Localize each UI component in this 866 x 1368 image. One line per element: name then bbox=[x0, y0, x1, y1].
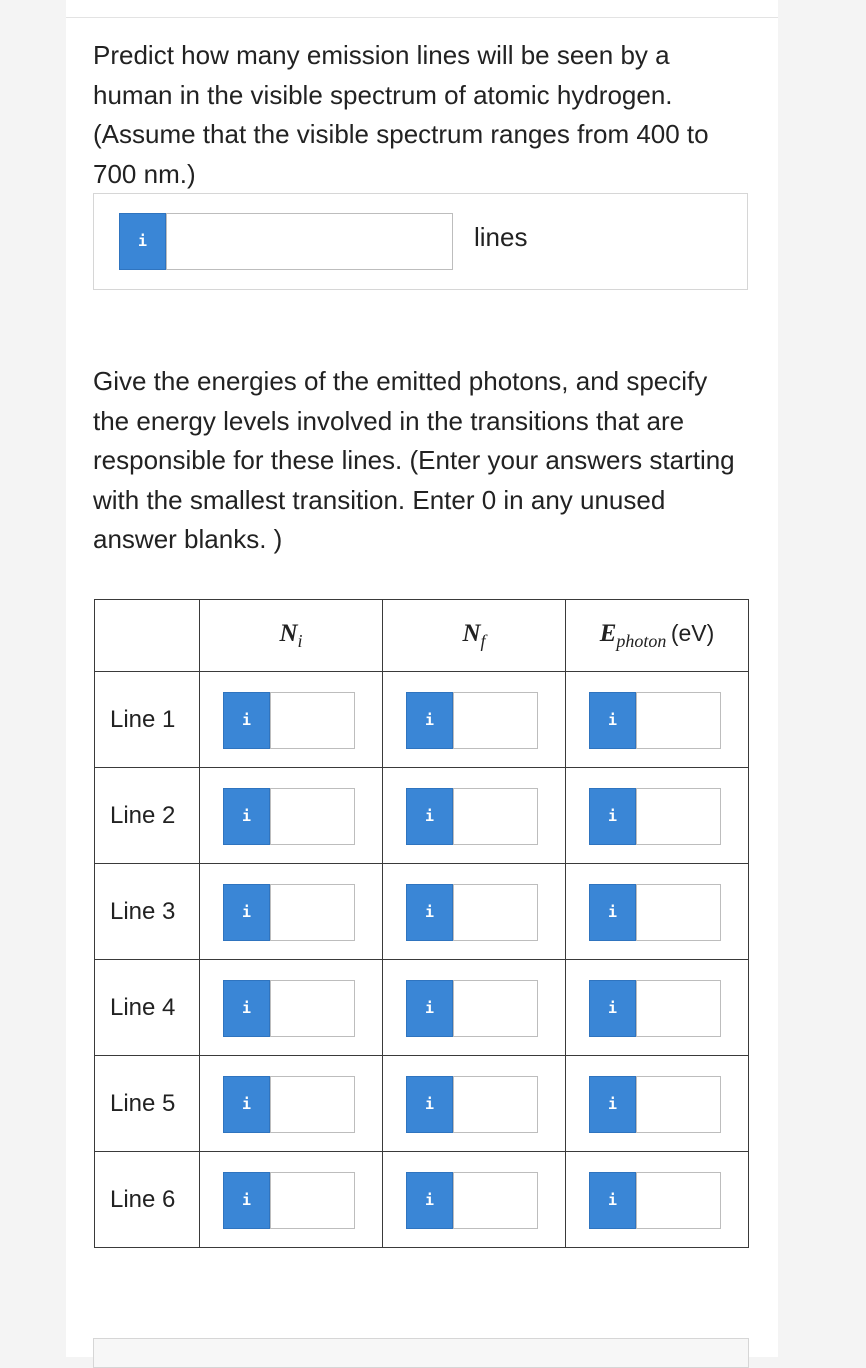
cell-e bbox=[566, 768, 749, 864]
table-header-row bbox=[95, 600, 749, 672]
cell-e bbox=[566, 960, 749, 1056]
header-ephoton: $E_{photon}$ (eV) bbox=[566, 600, 749, 672]
nf-input[interactable] bbox=[453, 1172, 538, 1229]
nf-input[interactable] bbox=[453, 692, 538, 749]
info-icon[interactable]: i bbox=[223, 980, 270, 1037]
row-label: Line 5 bbox=[95, 1056, 200, 1152]
ni-input[interactable] bbox=[270, 1076, 355, 1133]
e-input[interactable] bbox=[636, 692, 721, 749]
e-input[interactable] bbox=[636, 1076, 721, 1133]
nf-input[interactable] bbox=[453, 788, 538, 845]
cell-ni bbox=[200, 1056, 383, 1152]
table-row bbox=[95, 1152, 749, 1248]
transitions-table bbox=[94, 599, 749, 1248]
info-icon[interactable]: i bbox=[406, 980, 453, 1037]
cell-ni bbox=[200, 1152, 383, 1248]
info-icon[interactable]: i bbox=[589, 884, 636, 941]
info-icon[interactable]: i bbox=[406, 692, 453, 749]
row-label: Line 6 bbox=[95, 1152, 200, 1248]
lines-answer-box bbox=[93, 193, 748, 290]
ni-input[interactable] bbox=[270, 980, 355, 1037]
ni-input[interactable] bbox=[270, 1172, 355, 1229]
e-input[interactable] bbox=[636, 1172, 721, 1229]
cell-nf bbox=[383, 768, 566, 864]
cell-e bbox=[566, 1152, 749, 1248]
row-label: Line 1 bbox=[95, 672, 200, 768]
cell-nf bbox=[383, 864, 566, 960]
question-2-text: Give the energies of the emitted photons, and specify the energy levels involved in the transitions that are responsible for these lines. (Enter your answers starting with the smallest transition. Enter 0 in any unused answer blanks. ) bbox=[93, 366, 735, 554]
nf-input[interactable] bbox=[453, 1076, 538, 1133]
ni-input[interactable] bbox=[270, 692, 355, 749]
info-icon[interactable]: i bbox=[406, 788, 453, 845]
info-icon[interactable]: i bbox=[589, 1172, 636, 1229]
info-icon[interactable]: i bbox=[223, 788, 270, 845]
row-label: Line 3 bbox=[95, 864, 200, 960]
row-label: Line 2 bbox=[95, 768, 200, 864]
e-input[interactable] bbox=[636, 884, 721, 941]
info-icon[interactable]: i bbox=[223, 884, 270, 941]
cell-nf bbox=[383, 1056, 566, 1152]
top-divider bbox=[66, 17, 778, 18]
cell-ni bbox=[200, 960, 383, 1056]
cell-ni bbox=[200, 864, 383, 960]
cell-nf bbox=[383, 672, 566, 768]
table-row bbox=[95, 672, 749, 768]
e-input[interactable] bbox=[636, 788, 721, 845]
info-icon[interactable]: i bbox=[589, 980, 636, 1037]
header-ni: $N_i$ bbox=[200, 600, 383, 672]
nf-input[interactable] bbox=[453, 884, 538, 941]
lines-count-input[interactable] bbox=[166, 213, 453, 270]
info-icon[interactable]: i bbox=[589, 692, 636, 749]
info-icon[interactable]: i bbox=[223, 692, 270, 749]
cell-ni bbox=[200, 672, 383, 768]
table-row bbox=[95, 864, 749, 960]
info-icon[interactable]: i bbox=[406, 1172, 453, 1229]
info-icon[interactable]: i bbox=[406, 884, 453, 941]
cell-nf bbox=[383, 1152, 566, 1248]
row-label: Line 4 bbox=[95, 960, 200, 1056]
table-row bbox=[95, 768, 749, 864]
info-icon[interactable]: i bbox=[223, 1076, 270, 1133]
header-nf: $N_f$ bbox=[383, 600, 566, 672]
cell-ni bbox=[200, 768, 383, 864]
info-icon[interactable]: i bbox=[223, 1172, 270, 1229]
info-icon[interactable]: i bbox=[119, 213, 166, 270]
next-question-box bbox=[93, 1338, 749, 1368]
info-icon[interactable]: i bbox=[589, 1076, 636, 1133]
header-empty bbox=[95, 600, 200, 672]
cell-e bbox=[566, 672, 749, 768]
table-row bbox=[95, 1056, 749, 1152]
cell-nf bbox=[383, 960, 566, 1056]
question-1-text: Predict how many emission lines will be seen by a human in the visible spectrum of atomic hydrogen. (Assume that the visible spectrum ranges from 400 to 700 nm.) bbox=[93, 40, 709, 189]
nf-input[interactable] bbox=[453, 980, 538, 1037]
cell-e bbox=[566, 1056, 749, 1152]
info-icon[interactable]: i bbox=[589, 788, 636, 845]
cell-e bbox=[566, 864, 749, 960]
ni-input[interactable] bbox=[270, 884, 355, 941]
info-icon[interactable]: i bbox=[406, 1076, 453, 1133]
table-row bbox=[95, 960, 749, 1056]
lines-unit-label: lines bbox=[474, 222, 528, 252]
e-input[interactable] bbox=[636, 980, 721, 1037]
ni-input[interactable] bbox=[270, 788, 355, 845]
